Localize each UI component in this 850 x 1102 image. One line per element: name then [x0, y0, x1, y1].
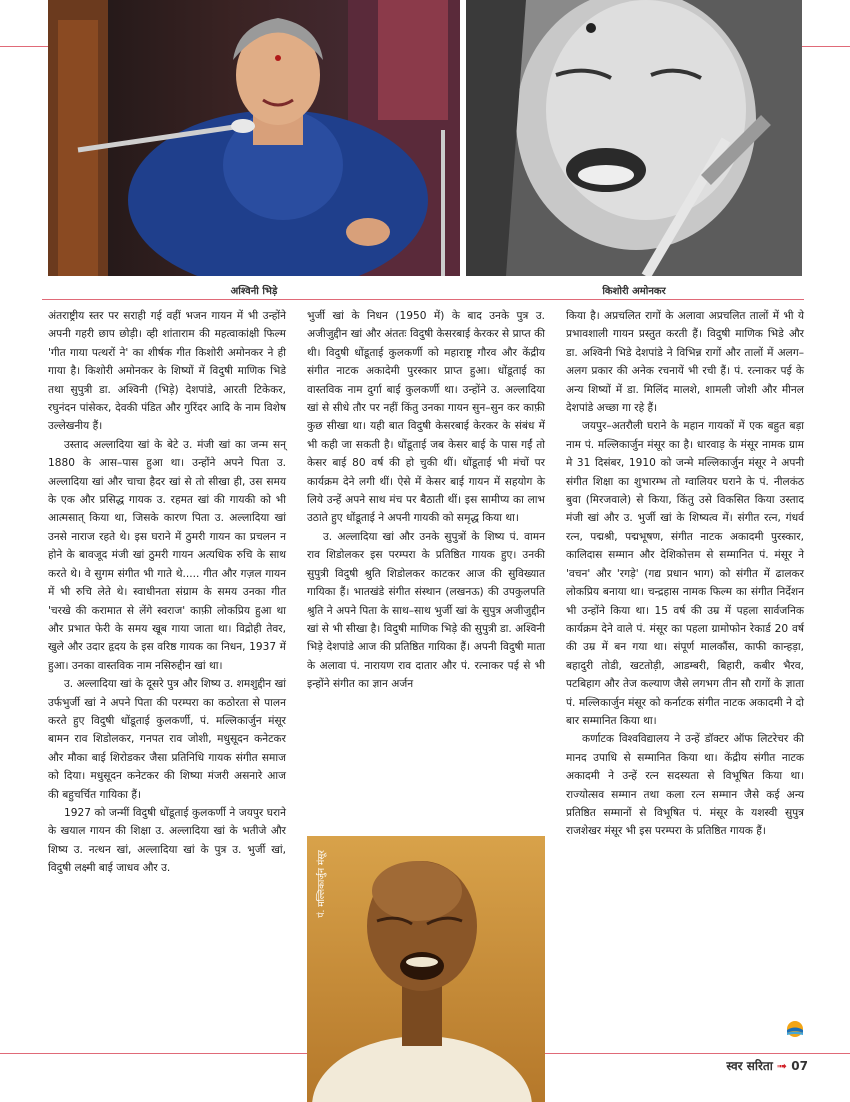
paragraph: 1927 को जन्मीं विदुषी धोंडूताई कुलकर्णी ने जयपुर घराने के खयाल गायन की शिक्षा उ. अल्लादिया खां के भतीजे और शिष्य उ. नत्थन खां, अल्लादिया खां के पुत्र उ. भुर्जी खां, विदुषी लक्ष्मी बाई जाधव और उ. [48, 806, 286, 875]
caption-rule [42, 299, 804, 300]
article-column-3 [566, 307, 804, 841]
photo-label-vertical: पं. मल्लिकार्जुन मंसूर [317, 850, 327, 918]
paragraph: उ. अल्लादिया खां के दूसरे पुत्र और शिष्य उ. शमशुद्दीन खां उर्फभुर्जी खां ने अपने पिता की परम्परा का कठोरता से पालन करते हुए विदुषी धोंडूताई कुलकर्णी, पं. मल्लिकार्जुन मंसूर बामन राव शिडोलकर, गनपत राव जोशी, मधुसूदन कनेटकर और मौका बाई शिरोडकर जैसा प्रतिनिधि गायक संगीत समाज को दिया। मधुसूदन कनेटकर की शिष्या मंजरी असनारे आज की बहुचर्चित गायिका हैं। [48, 678, 286, 801]
photo-caption-left: अश्विनी भिड़े [230, 286, 278, 297]
paragraph: अंतराष्ट्रीय स्तर पर सराही गई वहीं भजन गायन में भी उन्होंने अपनी गहरी छाप छोड़ी। व्ही शांताराम की महत्वाकांक्षी फिल्म 'गीत गाया पत्थरों ने' का शीर्षक गीत किशोरी अमोनकर ने ही गाया है। किशोरी अमोनकर के शिष्यों में विदुषी माणिक भिडे तथा सुपुत्री डा. अश्विनी (भिड़े) देशपांडे, आरती टिकेकर, रघुनंदन पांसेकर, देवकी पंडित और गुरिंदर आदि के नाम विशेष उल्लेखनीय हैं। [48, 310, 286, 433]
singer-illustration [48, 0, 460, 276]
paragraph: उ. अल्लादिया खां और उनके सुपुत्रों के शिष्य पं. वामन राव शिडोलकर इस परम्परा के प्रतिष्ठित गायक हुए। उनकी सुपुत्री विदुषी श्रुति शिडोलकर काटकर आज की सुविख्यात गायिका हैं। भातखंडे संगीत संस्थान (लखनऊ) की उपकुलपति श्रुति ने अपने पिता के साथ–साथ भुर्जी खां के सुपुत्र अजीजुद्दीन खां से भी सीखा है। विदुषी माणिक भिड़े की सुपुत्री डा. अश्विनी भिड़े देशपांडे आज की प्रतिष्ठित गायिका हैं। अपनी विदुषी माता के अलावा पं. नारायण राव दातार और पं. रत्नाकर पई से भी इन्होंने संगीत का ज्ञान अर्जन [307, 530, 545, 691]
singer-bw-illustration [466, 0, 802, 276]
arrow-icon: ➟ [777, 1059, 788, 1073]
paragraph: उस्ताद अल्लादिया खां के बेटे उ. मंजी खां का जन्म सन् 1880 के आस–पास हुआ था। उन्होंने अपने पिता उ. अल्लादिया खां और चाचा हैदर खां से तो सीखा ही, उस समय के एक और प्रसिद्ध गायक उ. रहमत खां की गायकी को भी आत्मसात् किया था, जिसके कारण पिता उ. अल्लादिया खां उनसे नाराज रहते थे। इस घराने में ठुमरी गायन का प्रचलन न होने के बावजूद मंजी खां ठुमरी गायन अत्यधिक रुचि के साथ करते थे। वे सुगम संगीत भी गाते थे..... गीत और गज़ल गायन में भी रुचि लेते थे। स्वाधीनता संग्राम के समय उनका गीत 'चरखे की करामात से लेंगे स्वराज' काफ़ी लोकप्रिय हुआ था और प्रभात फेरी के समय खूब गाया जाता था। विद्रोही तेवर, खुले और उदार हृदय के इस वरिष्ठ गायक का निधन, 1937 में हुआ। उनका वास्तविक नाम नसिरुद्दीन खां था। [48, 438, 286, 672]
paragraph: कर्णाटक विश्वविद्यालय ने उन्हें डॉक्टर ऑफ लिटरेचर की मानद उपाधि से सम्मानित किया था। केंद्रीय संगीत नाटक अकादमी ने उन्हें रत्न सदस्यता से विभूषित किया था। राज्योत्सव सम्मान तथा कला रत्न सम्मान जैसे कई अन्य प्रतिष्ठित सम्मानों से विभूषित पं. मंसूर के यशस्वी सुपुत्र राजशेखर मंसूर भी इस परम्परा के प्रतिष्ठित गायक हैं। [566, 733, 804, 838]
paragraph: किया है। अप्रचलित रागों के अलावा अप्रचलित तालों में भी ये प्रभावशाली गायन प्रस्तुत करती हैं। विदुषी माणिक भिडे और डा. अश्विनी भिडे देशपांडे ने विभिन्न रागों और तालों में अलग–अलग प्रकार की अनेक रचनायें भी रची हैं। पं. रत्नाकर पई के अन्य शिष्यों में डा. मिलिंद मालशे, शामली जोशी और मीनल देशपांडे अच्छा गा रहे हैं। [566, 310, 804, 415]
article-column-2 [307, 307, 545, 694]
mansur-illustration [307, 836, 545, 1102]
paragraph: भुर्जी खां के निधन (1950 में) के बाद उनके पुत्र उ. अजीजुद्दीन खां और अंततः विदुषी केसरबाई केरकर से प्राप्त की थी। विदुषी धोंडूताई कुलकर्णी को महाराष्ट्र गौरव और केंद्रीय संगीत नाटक अकादेमी पुरस्कार प्राप्त हुआ। धोंडूताई का वास्तविक नाम दुर्गा बाई कुलकर्णी था। उन्होंने उ. अल्लादिया खां से सीधे तौर पर नहीं किंतु उनका गायन सुन–सुन कर काफ़ी कुछ सीखा था। यही बात विदुषी केसरबाई केरकर के संबंध में भी कही जा सकती है। धोंडूताई जब केसर बाई के पास गईं तो केसर बाई 80 वर्ष की हो चुकी थीं। धोंडूताई भी मंचों पर कार्यक्रम देने लगी थीं। ऐसे में केसर बाई गायन में सहयोग के लिये उन्हें अपने साथ मंच पर बैठाती थीं। इस सामीप्य का लाभ उठाते हुए धोंडूताई ने अपनी गायकी को समृद्ध किया था। [307, 310, 545, 525]
top-rule-left [0, 46, 48, 47]
photo-mallikarjun-mansur [307, 836, 545, 1102]
photo-kishori-amonkar [466, 0, 802, 276]
magazine-name: स्वर सरिता [726, 1059, 773, 1073]
paragraph: जयपुर–अतरौली घराने के महान गायकों में एक बहुत बड़ा नाम पं. मल्लिकार्जुन मंसूर का है। धारवाड़ के मंसूर नामक ग्राम मे 31 दिसंबर, 1910 को जन्मे मल्लिकार्जुन मंसूर ने अपनी संगीत शिक्षा का शुभारम्भ तो ग्वालियर घराने के पं. नीलकंठ बुवा (मिरजवाले) से किया, किंतु उसे विकसित किया उस्ताद मंजी खां और उ. भुर्जी खां के शिष्यत्व में। संगीत रत्न, गंधर्व रत्न, पद्मश्री, पद्मभूषण, संगीत नाटक अकादमी पुरस्कार, कालिदास सम्मान और देशिकोत्तम से सम्मानित पं. मंसूर ने 'वचन' और 'रगड़े' (गद्य प्रधान भाग) को संगीत में ढालकर लोकप्रिय बनाया था। चन्द्रहास नामक फिल्म का संगीत निर्देशन भी उन्होंने किया था। 15 वर्ष की उम्र में पहला सार्वजनिक कार्यक्रम देने वाले पं. मंसूर का पहला ग्रामोफोन रेकार्ड 20 वर्ष की उम्र में बन गया था। संपूर्ण मालकौंस, काफी कान्हड़ा, बहादुरी तोडी, खटतोड़ी, आडम्बरी, बिहारी, कबीर भैरव, पटबिहाग और तेज कल्याण जैसे लगभग तीन सौ रागों के ज्ञाता पं. मल्लिकार्जुन मंसूर को कर्नाटक संगीत नाटक अकादमी ने दो बार सम्मानित किया था। [566, 420, 804, 727]
page-number: 07 [791, 1059, 808, 1073]
top-rule-right [802, 46, 850, 47]
page-footer [726, 1057, 808, 1074]
photo-ashwini-bhide [48, 0, 460, 276]
photo-caption-right: किशोरी अमोनकर [602, 286, 666, 297]
article-column-1 [48, 307, 286, 878]
magazine-logo-icon [786, 1020, 804, 1038]
